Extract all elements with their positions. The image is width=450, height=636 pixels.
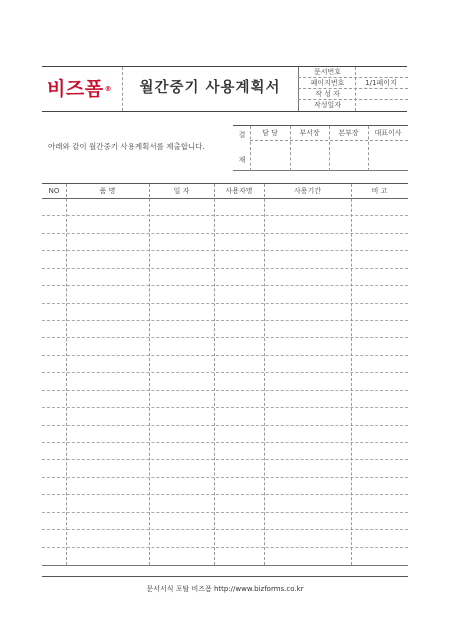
approval-col-staff: 담 당 (262, 129, 278, 137)
table-row[interactable] (42, 513, 408, 530)
table-row[interactable] (42, 356, 408, 373)
col-header-user-name: 사용자명 (225, 187, 253, 195)
table-row[interactable] (42, 530, 408, 547)
info-label-page-number: 페이지번호 (310, 79, 345, 87)
table-col-divider-5 (351, 184, 352, 565)
table-row[interactable] (42, 234, 408, 251)
table-row[interactable] (42, 321, 408, 338)
table-row[interactable] (42, 460, 408, 477)
table-row[interactable] (42, 391, 408, 408)
table-col-divider-2 (149, 184, 150, 565)
info-label-doc-number: 문서번호 (313, 68, 342, 76)
table-col-divider-4 (264, 184, 265, 565)
table-row[interactable] (42, 495, 408, 512)
table-row[interactable] (42, 216, 408, 233)
col-header-no: NO (48, 187, 60, 195)
table-bottom-rule (42, 565, 408, 566)
approval-col-dept-head: 부서장 (299, 129, 320, 137)
table-row[interactable] (42, 251, 408, 268)
registered-mark: ® (104, 85, 113, 93)
table-row[interactable] (42, 443, 408, 460)
info-label-author: 작 성 자 (315, 90, 340, 98)
col-header-remarks: 비 고 (371, 187, 388, 195)
table-row[interactable] (42, 426, 408, 443)
table-row[interactable] (42, 338, 408, 355)
table-row[interactable] (42, 478, 408, 495)
table-row[interactable] (42, 199, 408, 216)
approval-col-ceo: 대표이사 (374, 129, 402, 137)
table-row[interactable] (42, 548, 408, 565)
table-row[interactable] (42, 286, 408, 303)
table-row[interactable] (42, 373, 408, 390)
logo-text: 비즈폼 (47, 78, 104, 100)
col-header-date: 일 자 (173, 187, 190, 195)
info-label-date: 작성일자 (313, 101, 342, 109)
approval-side-top: 결 (238, 131, 246, 139)
table-row[interactable] (42, 408, 408, 425)
table-row[interactable] (42, 304, 408, 321)
col-header-item-name: 품 명 (99, 187, 116, 195)
document-title: 월간중기 사용계획서 (139, 80, 281, 96)
table-col-divider-1 (66, 184, 67, 565)
approval-side-bottom: 재 (238, 156, 246, 164)
table-col-divider-3 (214, 184, 215, 565)
footer-text: 문서서식 포탈 비즈폼 http://www.bizforms.co.kr (146, 585, 304, 593)
footer-rule (42, 576, 408, 577)
table-row[interactable] (42, 269, 408, 286)
info-value-page-number[interactable]: 1/1페이지 (365, 79, 397, 87)
col-header-usage-period: 사용기간 (293, 187, 322, 195)
submission-statement: 아래와 같이 월간중기 사용계획서를 제출합니다. (48, 142, 205, 151)
approval-col-division-head: 본부장 (338, 129, 359, 137)
